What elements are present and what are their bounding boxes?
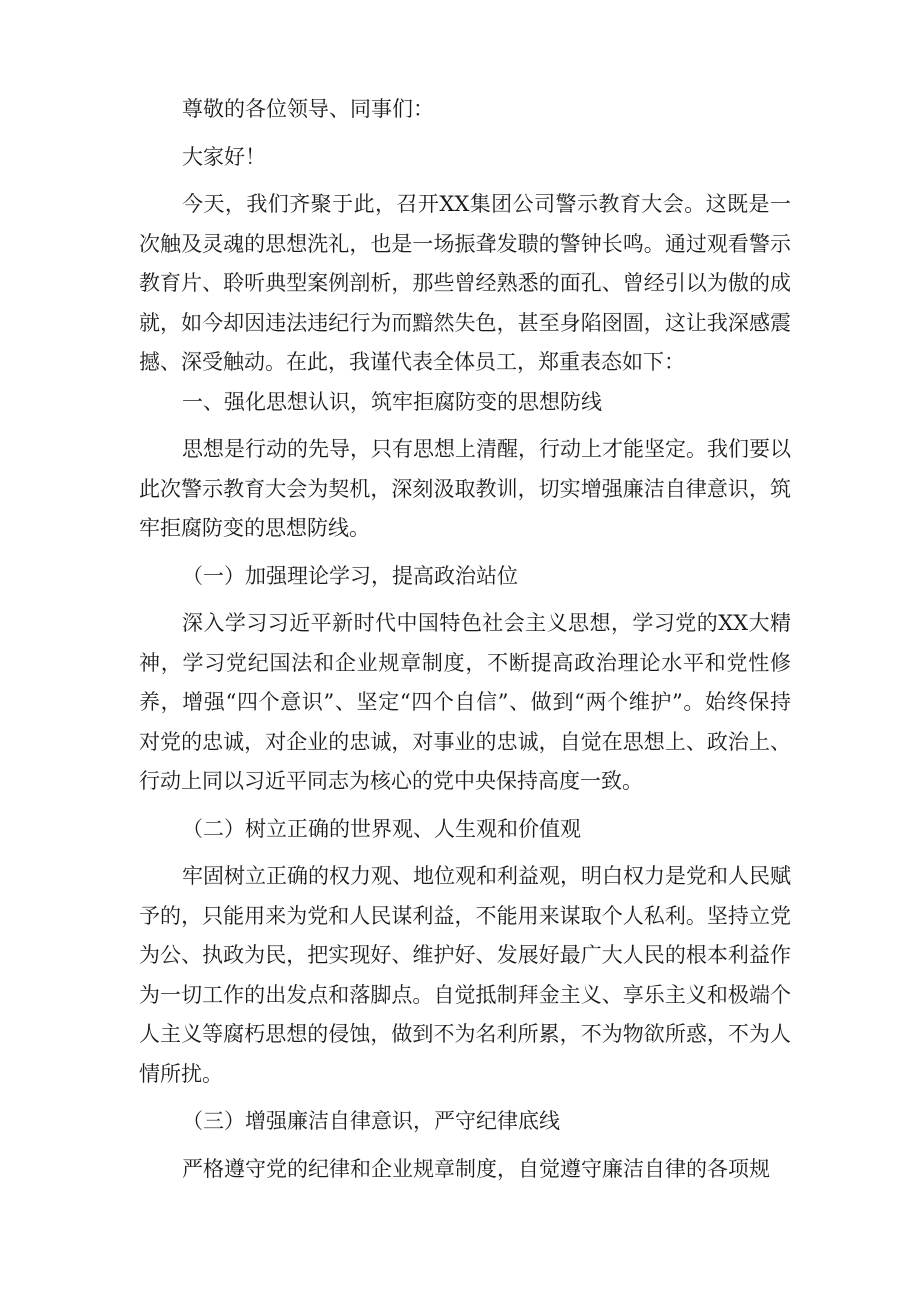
subsection-2-heading: （二）树立正确的世界观、人生观和价值观: [182, 816, 581, 841]
intro-paragraph: 今天，我们齐聚于此，召开XX集团公司警示教育大会。这既是一次触及灵魂的思想洗礼，也是一场振聋发聩的警钟长鸣。通过观看警示教育片、聆听典型案例剖析，那些曾经熟悉的面孔、曾经引以为傲的成就，如今却因违法违纪行为而黯然失色，甚至身陷囹圄，这让我深感震撼、深受触动。在此，我谨代表全体员工，郑重表态如下：: [139, 192, 791, 374]
subsection-1-heading: （一）加强理论学习，提高政治站位: [182, 563, 518, 588]
section-1-body: 思想是行动的先导，只有思想上清醒，行动上才能坚定。我们要以此次警示教育大会为契机，深刻汲取教训，切实增强廉洁自律意识，筑牢拒腐防变的思想防线。: [139, 437, 791, 540]
salutation: 尊敬的各位领导、同事们：: [182, 97, 434, 121]
subsection-2-body: 牢固树立正确的权力观、地位观和利益观，明白权力是党和人民赋予的，只能用来为党和人民谋利益，不能用来谋取个人私利。坚持立党为公、执政为民，把实现好、维护好、发展好最广大人民的根本利益作为一切工作的出发点和落脚点。自觉抵制拜金主义、享乐主义和极端个人主义等腐朽思想的侵蚀，做到不为名利所累，不为物欲所惑，不为人情所扰。: [139, 864, 791, 1086]
subsection-3-body: 严格遵守党的纪律和企业规章制度，自觉遵守廉洁自律的各项规: [182, 1156, 770, 1181]
subsection-1-body: 深入学习习近平新时代中国特色社会主义思想，学习党的XX大精神，学习党纪国法和企业规章制度，不断提高政治理论水平和党性修养，增强“四个意识”、坚定“四个自信”、做到“两个维护”。始终保持对党的忠诚，对企业的忠诚，对事业的忠诚，自觉在思想上、政治上、行动上同以习近平同志为核心的党中央保持高度一致。: [139, 611, 791, 793]
section-1-heading: 一、强化思想认识，筑牢拒腐防变的思想防线: [182, 389, 602, 414]
document-body: [139, 90, 791, 1189]
greeting: 大家好！: [182, 144, 266, 169]
subsection-3-heading: （三）增强廉洁自律意识，严守纪律底线: [182, 1109, 560, 1133]
